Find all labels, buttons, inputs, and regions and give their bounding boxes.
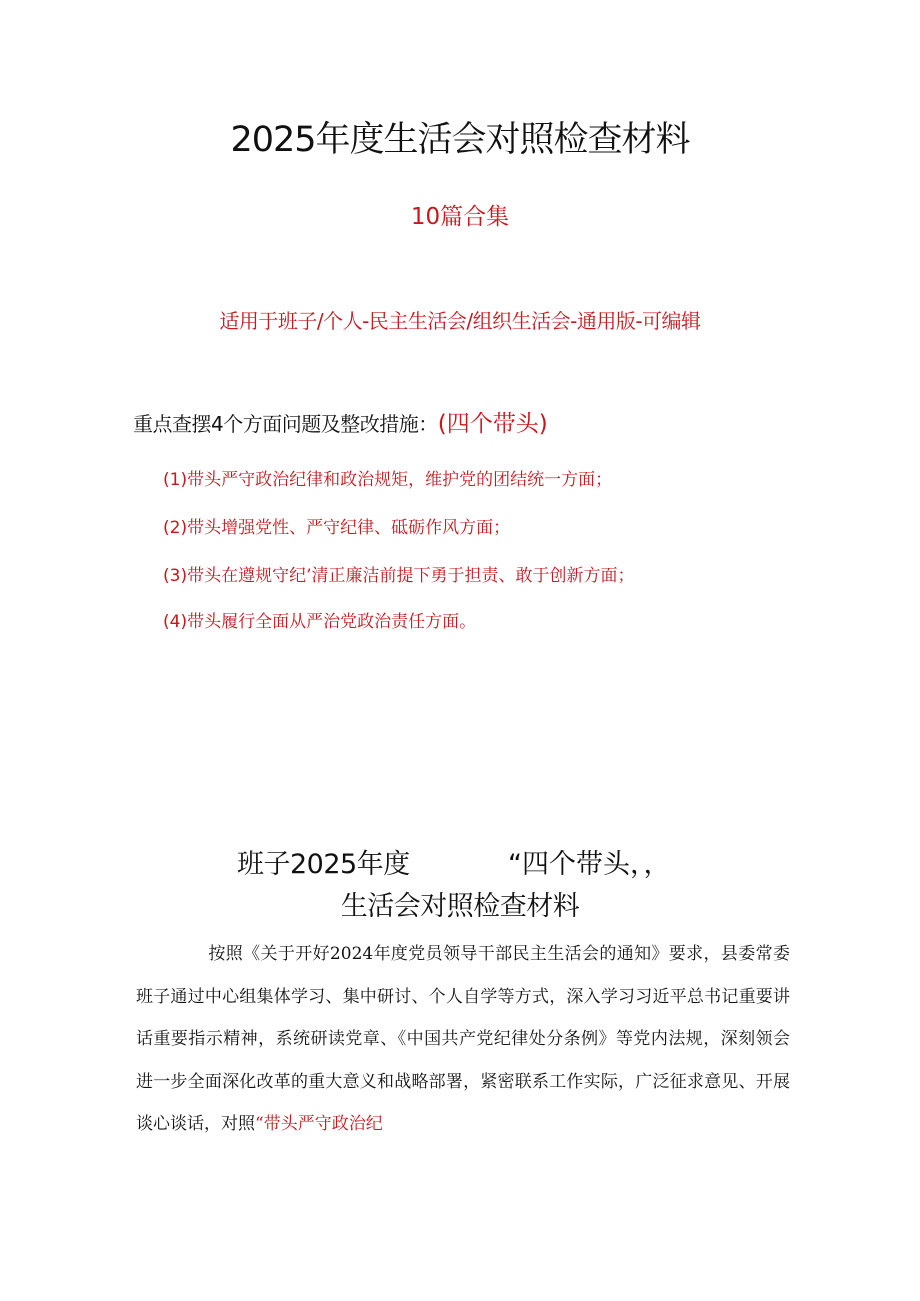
focus-point-4 <box>163 607 476 632</box>
usage-line: 适用于班子/个人-民主生活会/组织生活会-通用版-可编辑 <box>219 309 701 333</box>
body-paragraph-text: 按照《关于开好2024年度党员领导干部民主生活会的通知》要求，县委常委班子通过中心组集体学习、集中研讨、个人自学等方式，深入学习习近平总书记重要讲话重要指示精神，系统研读党章、《中国共产党纪律处分条例》等党内法规，深刻领会进一步全面深化改革的重大意义和战略部署，紧密联系工作实际，广泛征求意见、开展谈心谈话，对照 <box>136 944 790 1134</box>
focus-point-number: (4) <box>163 612 188 632</box>
focus-point-2 <box>163 513 510 538</box>
focus-point-number: (2) <box>163 518 188 538</box>
focus-heading <box>133 405 548 438</box>
section-title-part-b: “四个带头，， <box>508 849 671 880</box>
focus-heading-tag: (四个带头) <box>437 411 548 437</box>
section-title-line-2: 生活会对照检查材料 <box>340 891 580 922</box>
focus-point-text: 带头在遵规守纪’清正廉洁前提下勇于担责、敢于创新方面； <box>187 566 635 586</box>
focus-point-text: 带头履行全面从严治党政治责任方面。 <box>187 612 477 632</box>
section-title-part-a: 班子2025年度 <box>237 849 410 880</box>
focus-point-text: 带头增强党性、严守纪律、砥砺作风方面； <box>187 518 511 538</box>
focus-point-1 <box>163 465 612 490</box>
focus-point-text: 带头严守政治纪律和政治规矩，维护党的团结统一方面； <box>187 470 613 490</box>
focus-point-number: (3) <box>163 566 188 586</box>
main-title: 2025年度生活会对照检查材料 <box>230 120 690 160</box>
body-paragraph-highlight: “带头严守政治纪 <box>255 1114 383 1134</box>
subtitle: 10篇合集 <box>410 204 510 230</box>
focus-point-number: (1) <box>163 470 188 490</box>
focus-point-3 <box>163 561 635 586</box>
body-paragraph <box>136 933 790 1146</box>
focus-heading-lead: 重点查摆4个方面问题及整改措施： <box>133 412 438 436</box>
